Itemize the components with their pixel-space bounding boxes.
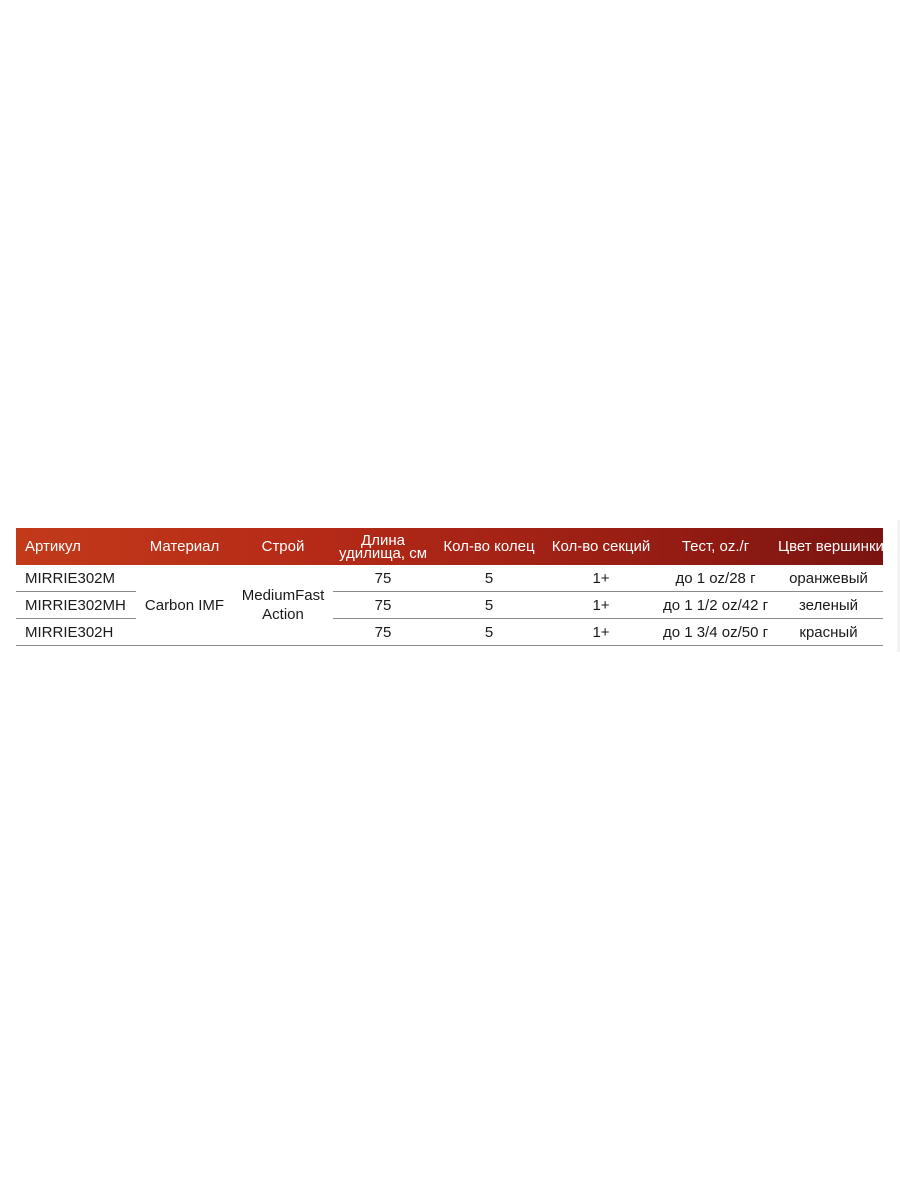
cell-length: 75 xyxy=(333,592,433,619)
header-action: Строй xyxy=(261,538,305,555)
header-length-line1: Длина xyxy=(361,531,405,549)
header-tip-color: Цвет вершинки xyxy=(778,538,884,555)
table-row xyxy=(16,565,883,592)
header-sections: Кол-во секций xyxy=(551,538,651,555)
cell-length: 75 xyxy=(333,565,433,592)
cell-article: MIRRIE302M xyxy=(16,565,136,592)
header-material: Материал xyxy=(149,538,220,555)
header-length-line2: удилища, см xyxy=(338,544,428,562)
cell-rings: 5 xyxy=(433,592,545,619)
spec-table xyxy=(16,528,883,646)
header-article: Артикул xyxy=(25,538,81,555)
cell-rings: 5 xyxy=(433,565,545,592)
header-rings: Кол-во колец xyxy=(443,538,535,555)
cell-tip-color: красный xyxy=(774,619,883,646)
header-test: Тест, oz./г xyxy=(681,538,750,555)
cell-article: MIRRIE302MH xyxy=(16,592,136,619)
cell-rings: 5 xyxy=(433,619,545,646)
cell-test: до 1 3/4 oz/50 г xyxy=(657,619,774,646)
cell-tip-color: зеленый xyxy=(774,592,883,619)
cell-tip-color: оранжевый xyxy=(774,565,883,592)
cell-sections: 1+ xyxy=(545,619,657,646)
cell-test: до 1 oz/28 г xyxy=(657,565,774,592)
cell-sections: 1+ xyxy=(545,592,657,619)
header-row xyxy=(16,528,883,565)
cell-length: 75 xyxy=(333,619,433,646)
cell-material: Carbon IMF xyxy=(136,565,233,646)
cell-sections: 1+ xyxy=(545,565,657,592)
cell-article: MIRRIE302H xyxy=(16,619,136,646)
header-length xyxy=(333,528,433,565)
cell-action: MediumFast Action xyxy=(233,565,333,646)
cell-test: до 1 1/2 oz/42 г xyxy=(657,592,774,619)
